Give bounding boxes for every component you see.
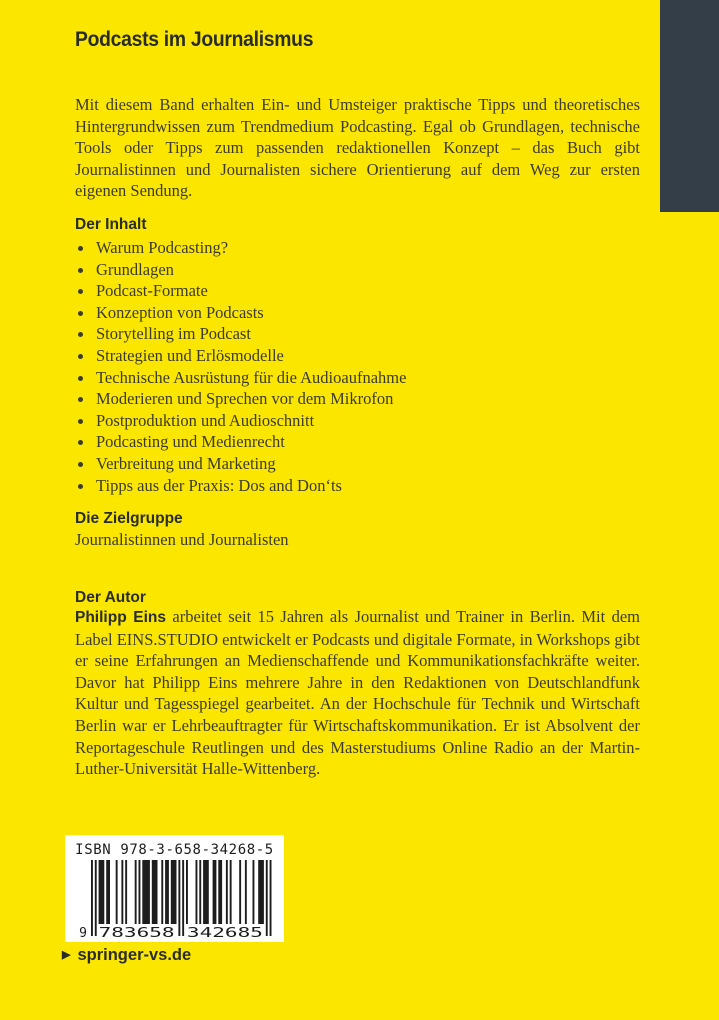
section-heading-autor: Der Autor xyxy=(75,589,146,606)
list-item xyxy=(75,302,640,324)
ean13-barcode-icon xyxy=(78,860,272,938)
publisher-url xyxy=(62,946,191,965)
bullet-icon xyxy=(78,246,83,251)
arrow-right-icon: ▶ xyxy=(62,949,71,961)
list-item-label: Technische Ausrüstung für die Audioaufnahme xyxy=(96,367,407,387)
list-item xyxy=(75,388,640,410)
intro-paragraph: Mit diesem Band erhalten Ein- und Umsteiger praktische Tipps und theoretisches Hintergrundwissen zum Trendmedium Podcasting. Egal ob Grundlagen, technische Tools oder Tipps zum passenden redaktionellen Konzept – das Buch gibt Journalistinnen und Journalisten sichere Orientierung auf dem Weg zur ersten eigenen Sendung. xyxy=(75,95,640,201)
bullet-icon xyxy=(78,397,83,402)
author-paragraph xyxy=(75,606,640,780)
list-item xyxy=(75,431,640,453)
bullet-icon xyxy=(78,289,83,294)
list-item xyxy=(75,453,640,475)
bullet-icon xyxy=(78,354,83,359)
spine-stripe xyxy=(660,0,719,212)
list-item xyxy=(75,475,640,497)
list-item-label: Konzeption von Podcasts xyxy=(96,302,264,322)
list-item xyxy=(75,345,640,367)
page-title: Podcasts im Journalismus xyxy=(75,28,314,51)
isbn-label: ISBN 978-3-658-34268-5 xyxy=(75,842,274,858)
publisher-url-text: springer-vs.de xyxy=(77,946,192,964)
list-item-label: Podcast-Formate xyxy=(96,281,208,301)
list-item xyxy=(75,323,640,345)
contents-list xyxy=(75,237,640,496)
zielgruppe-text: Journalistinnen und Journalisten xyxy=(75,530,289,549)
list-item-label: Verbreitung und Marketing xyxy=(96,453,276,473)
list-item xyxy=(75,410,640,432)
section-heading-inhalt: Der Inhalt xyxy=(75,216,147,233)
list-item xyxy=(75,280,640,302)
list-item-label: Podcasting und Medienrecht xyxy=(96,432,285,452)
list-item-label: Tipps aus der Praxis: Dos and Don‘ts xyxy=(96,475,342,495)
list-item-label: Moderieren und Sprechen vor dem Mikrofon xyxy=(96,389,394,409)
bullet-icon xyxy=(78,419,83,424)
svg-text:9: 9 xyxy=(78,926,87,938)
bullet-icon xyxy=(78,268,83,273)
author-name: Philipp Eins xyxy=(75,609,166,626)
list-item-label: Strategien und Erlösmodelle xyxy=(96,345,284,365)
bullet-icon xyxy=(78,484,83,489)
svg-text:783658: 783658 xyxy=(98,926,175,938)
bullet-icon xyxy=(78,440,83,445)
list-item xyxy=(75,367,640,389)
bullet-icon xyxy=(78,462,83,467)
bullet-icon xyxy=(78,332,83,337)
list-item xyxy=(75,259,640,281)
svg-text:342685: 342685 xyxy=(186,926,263,938)
isbn-barcode-box xyxy=(65,835,284,942)
list-item-label: Storytelling im Podcast xyxy=(96,324,251,344)
bullet-icon xyxy=(78,376,83,381)
section-heading-zielgruppe: Die Zielgruppe xyxy=(75,510,183,527)
bullet-icon xyxy=(78,311,83,316)
list-item-label: Grundlagen xyxy=(96,259,174,279)
list-item xyxy=(75,237,640,259)
list-item-label: Postproduktion und Audioschnitt xyxy=(96,410,315,430)
author-bio: arbeitet seit 15 Jahren als Journalist und Trainer in Berlin. Mit dem Label EINS.STUDIO entwickelt er Podcasts und digitale Formate, in Workshops gibt er seine Erfahrungen an Medienschaffende und Kommunikationsfachkräfte weiter. Davor hat Philipp Eins mehrere Jahre in den Redaktionen von Deutschlandfunk Kultur und Tagesspiegel gearbeitet. An der Hochschule für Technik und Wirtschaft Berlin war er Lehrbeauftragter für Wirtschaftskommunikation. Er ist Absolvent der Reportageschule Reutlingen und des Masterstudiums Online Radio an der Martin-Luther-Universität Halle-Wittenberg. xyxy=(75,607,641,779)
list-item-label: Warum Podcasting? xyxy=(96,238,229,257)
